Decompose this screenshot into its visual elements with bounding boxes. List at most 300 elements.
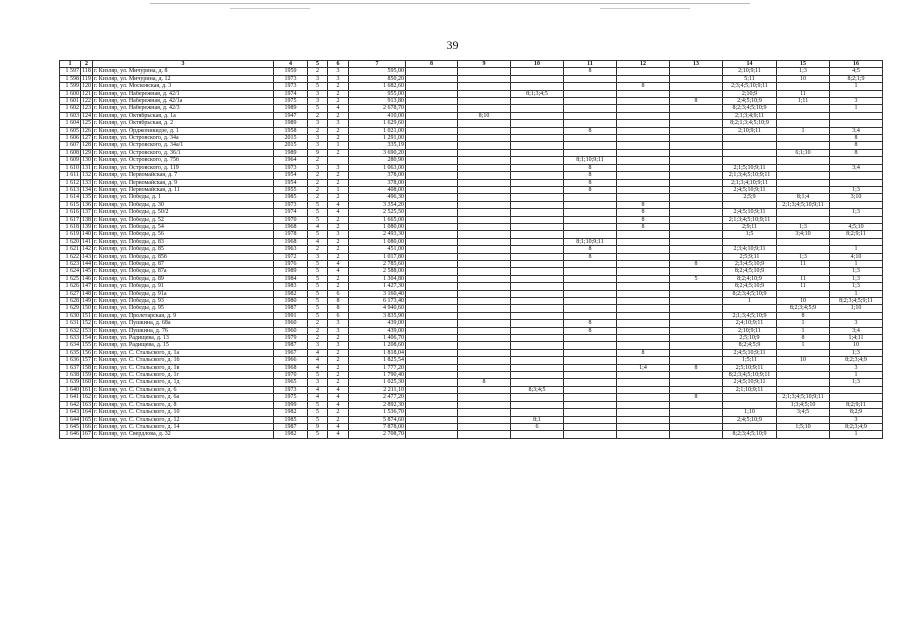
table-cell: 4 — [328, 201, 349, 208]
table-row — [60, 312, 883, 319]
table-cell: 1 636 — [60, 357, 81, 364]
table-cell: 2 525,50 — [349, 209, 406, 216]
table-cell — [830, 394, 883, 401]
table-cell — [564, 394, 617, 401]
table-cell: г. Кизляр, ул. Островского, д. 34а — [93, 135, 274, 142]
table-row — [60, 349, 883, 356]
table-cell: г. Кизляр, ул. Первомайская, д. 7 — [93, 172, 274, 179]
table-cell: 143 — [82, 253, 91, 260]
table-cell — [406, 268, 458, 275]
table-cell — [458, 342, 511, 349]
table-cell: 5 — [670, 275, 723, 282]
table-row — [60, 409, 883, 416]
table-cell: 2;4;5;10;9 — [723, 98, 777, 105]
table-cell — [617, 164, 670, 171]
table-cell — [617, 268, 670, 275]
table-cell: 3;10 — [830, 194, 883, 201]
table-row — [60, 335, 883, 342]
table-cell — [564, 201, 617, 208]
table-cell — [830, 90, 883, 97]
table-cell — [458, 409, 511, 416]
table-cell: 1 607 — [60, 142, 81, 149]
table-cell — [458, 386, 511, 393]
table-cell: 1987 — [274, 423, 308, 430]
table-cell — [617, 179, 670, 186]
table-row — [60, 68, 883, 75]
table-cell: 5 — [308, 290, 328, 297]
table-cell: 4;5;10 — [830, 223, 883, 230]
table-cell: 1970 — [274, 372, 308, 379]
table-cell: 137 — [82, 209, 91, 216]
table-cell — [511, 246, 564, 253]
table-cell: г. Кизляр, ул. Октябрьская, д. 1а — [93, 112, 274, 119]
table-cell: 2 678,70 — [349, 105, 406, 112]
table-cell: 1 616 — [60, 209, 81, 216]
table-cell — [458, 431, 511, 438]
table-cell: 3 — [830, 364, 883, 371]
table-cell: 1982 — [274, 431, 308, 438]
table-cell — [511, 379, 564, 386]
table-cell: 8;2;3;4;9 — [830, 423, 883, 430]
table-cell: 2;1;3;4;10;9;11 — [723, 179, 777, 186]
table-cell: г. Кизляр, ул. Радищева, д. 15 — [93, 342, 274, 349]
table-row — [60, 149, 883, 156]
table-cell: 165 — [82, 416, 91, 423]
table-cell — [406, 172, 458, 179]
table-cell — [458, 246, 511, 253]
table-cell: 124 — [82, 112, 91, 119]
table-cell: 5 — [308, 372, 328, 379]
table-cell: 134 — [82, 186, 91, 193]
table-cell: 1;4 — [617, 364, 670, 371]
table-cell: 4 — [328, 209, 349, 216]
table-cell — [670, 127, 723, 134]
table-cell: 1 602 — [60, 105, 81, 112]
table-cell — [406, 431, 458, 438]
table-cell: 126 — [82, 127, 91, 134]
table-cell: 1974 — [274, 209, 308, 216]
table-cell: 3 — [830, 320, 883, 327]
table-cell: 3;4;5 — [777, 409, 830, 416]
column-header: 16 — [830, 61, 883, 68]
column-header: 12 — [617, 61, 670, 68]
table-cell: 2;3;4;10;9;11 — [723, 246, 777, 253]
table-cell: 2;5;9;11 — [723, 253, 777, 260]
table-cell — [406, 164, 458, 171]
table-cell: г. Кизляр, ул. Победы, д. 85б — [93, 253, 274, 260]
table-row — [60, 342, 883, 349]
table-cell: г. Кизляр, ул. Пушкина, д. 68а — [93, 320, 274, 327]
table-cell: 3 — [328, 231, 349, 238]
table-cell: 4 — [328, 105, 349, 112]
table-cell: 1;3 — [830, 275, 883, 282]
table-cell: 1975 — [274, 98, 308, 105]
table-cell — [458, 120, 511, 127]
table-cell: 2 — [328, 357, 349, 364]
table-cell: 4 — [328, 386, 349, 393]
table-cell — [564, 98, 617, 105]
table-cell — [406, 216, 458, 223]
table-cell — [617, 149, 670, 156]
table-cell — [670, 135, 723, 142]
table-cell: 1947 — [274, 112, 308, 119]
table-cell: 1 643 — [60, 409, 81, 416]
table-row — [60, 142, 883, 149]
table-cell — [670, 112, 723, 119]
table-cell: 8;2;4;5;9 — [723, 342, 777, 349]
table-cell — [564, 298, 617, 305]
table-cell — [670, 386, 723, 393]
table-cell: 2 785,60 — [349, 260, 406, 267]
table-cell: 148 — [82, 290, 91, 297]
table-cell: 2 892,30 — [349, 401, 406, 408]
table-cell: 1;3 — [777, 223, 830, 230]
table-cell: 1;5;11 — [723, 357, 777, 364]
table-cell — [458, 98, 511, 105]
table-cell — [670, 179, 723, 186]
table-cell — [511, 186, 564, 193]
table-cell: 8 — [670, 394, 723, 401]
table-cell: 8;2;4;5;10;9 — [723, 283, 777, 290]
table-cell — [670, 312, 723, 319]
table-row — [60, 209, 883, 216]
table-cell: 1 644 — [60, 416, 81, 423]
table-cell — [617, 75, 670, 82]
table-cell: 1 600 — [60, 90, 81, 97]
table-cell: 1;3 — [777, 253, 830, 260]
column-header: 10 — [511, 61, 564, 68]
table-cell — [458, 127, 511, 134]
table-cell — [511, 201, 564, 208]
table-cell: 2 — [328, 83, 349, 90]
table-cell: 3 — [328, 327, 349, 334]
table-cell — [511, 305, 564, 312]
table-cell: 6 — [328, 290, 349, 297]
table-cell — [406, 68, 458, 75]
table-row — [60, 157, 883, 164]
table-cell — [406, 298, 458, 305]
table-cell: 1989 — [274, 105, 308, 112]
table-cell — [406, 120, 458, 127]
table-cell — [406, 98, 458, 105]
table-cell: 451,00 — [349, 246, 406, 253]
table-cell: 1 624 — [60, 268, 81, 275]
table-cell: 8 — [564, 127, 617, 134]
table-cell: 1 632 — [60, 327, 81, 334]
table-cell: 1;5;10 — [777, 423, 830, 430]
table-cell: 133 — [82, 179, 91, 186]
table-cell: 140 — [82, 231, 91, 238]
table-cell — [511, 112, 564, 119]
table-cell: г. Кизляр, ул. Набережная, д. 42/1а — [93, 98, 274, 105]
table-cell — [670, 401, 723, 408]
table-cell: г. Кизляр, ул. С. Стальского, д. 1г — [93, 372, 274, 379]
table-cell: 1;3 — [830, 349, 883, 356]
table-cell — [564, 283, 617, 290]
table-cell: 3 — [308, 98, 328, 105]
table-cell: 1 611 — [60, 172, 81, 179]
table-cell — [406, 75, 458, 82]
table-row — [60, 327, 883, 334]
table-cell — [723, 394, 777, 401]
table-cell — [511, 401, 564, 408]
table-cell — [458, 231, 511, 238]
table-cell — [564, 335, 617, 342]
table-cell: г. Кизляр, ул. Островского, д. 34а/1 — [93, 142, 274, 149]
table-cell: 160 — [82, 379, 91, 386]
table-cell: г. Кизляр, ул. Набережная, д. 42/1 — [93, 90, 274, 97]
table-cell: 595,00 — [349, 68, 406, 75]
table-cell: 8 — [830, 135, 883, 142]
table-cell — [617, 68, 670, 75]
table-cell — [458, 201, 511, 208]
table-row — [60, 320, 883, 327]
table-cell — [670, 342, 723, 349]
table-cell — [777, 246, 830, 253]
table-cell — [617, 260, 670, 267]
table-cell: 2 — [308, 327, 328, 334]
table-cell: 1 — [830, 105, 883, 112]
table-cell: г. Кизляр, ул. Островского, д. 36/1 — [93, 149, 274, 156]
table-cell — [511, 335, 564, 342]
table-cell: 3 — [308, 90, 328, 97]
table-cell — [564, 342, 617, 349]
table-cell — [670, 379, 723, 386]
table-cell — [511, 431, 564, 438]
table-cell: 1 — [830, 372, 883, 379]
table-cell — [670, 290, 723, 297]
table-cell: г. Кизляр, ул. Победы, д. 91 — [93, 283, 274, 290]
table-cell: 1;3 — [830, 283, 883, 290]
table-cell: 1 — [830, 83, 883, 90]
table-cell — [777, 238, 830, 245]
table-cell — [511, 290, 564, 297]
table-cell — [564, 372, 617, 379]
table-cell: 8 — [564, 327, 617, 334]
table-cell — [564, 216, 617, 223]
table-cell: 2;5;9 — [723, 194, 777, 201]
table-cell — [777, 120, 830, 127]
table-cell: 4 — [328, 423, 349, 430]
table-cell: 125 — [82, 120, 91, 127]
table-cell: 1 597 — [60, 68, 81, 75]
table-cell: 4;5 — [830, 68, 883, 75]
table-cell — [777, 157, 830, 164]
table-cell: 8;2;4;10;9 — [723, 275, 777, 282]
table-cell: 157 — [82, 357, 91, 364]
table-cell: 1 208,60 — [349, 342, 406, 349]
table-cell: 8 — [617, 349, 670, 356]
table-cell: г. Кизляр, ул. С. Стальского, д. 1а — [93, 349, 274, 356]
table-cell: 1 — [777, 342, 830, 349]
table-cell: 2 493,30 — [349, 231, 406, 238]
table-cell: 2;4;5;10;9;11 — [723, 349, 777, 356]
table-cell — [458, 260, 511, 267]
table-cell — [406, 386, 458, 393]
table-cell: 1 608 — [60, 149, 81, 156]
table-cell — [406, 290, 458, 297]
table-cell — [777, 179, 830, 186]
table-cell: 1 613 — [60, 186, 81, 193]
table-row — [60, 268, 883, 275]
table-cell: 8 — [564, 246, 617, 253]
table-cell: 2 — [328, 194, 349, 201]
table-cell: г. Кизляр, ул. Островского, д. 75б — [93, 157, 274, 164]
table-row — [60, 194, 883, 201]
table-cell: 1 017,80 — [349, 253, 406, 260]
table-cell: 1 604 — [60, 120, 81, 127]
table-cell: 3 — [308, 379, 328, 386]
table-cell — [511, 283, 564, 290]
table-row — [60, 164, 883, 171]
table-row — [60, 423, 883, 430]
table-cell — [617, 312, 670, 319]
table-cell — [617, 379, 670, 386]
table-cell — [511, 164, 564, 171]
table-cell: 1 406,70 — [349, 335, 406, 342]
table-cell — [458, 335, 511, 342]
table-cell: 2;3;4;5;10;9 — [723, 260, 777, 267]
table-cell — [406, 112, 458, 119]
table-row — [60, 379, 883, 386]
table-cell: г. Кизляр, ул. Набережная, д. 42/3 — [93, 105, 274, 112]
table-cell: 1991 — [274, 312, 308, 319]
table-cell — [511, 75, 564, 82]
table-cell: 1 642 — [60, 401, 81, 408]
table-row — [60, 201, 883, 208]
table-cell: 2;1;3;4;5;10;9;11 — [723, 216, 777, 223]
table-cell: 1967 — [274, 349, 308, 356]
table-cell: 8 — [328, 305, 349, 312]
table-cell: 8;2;3;4;5;10;9 — [723, 105, 777, 112]
table-cell: 132 — [82, 172, 91, 179]
table-cell: 2;4;5;10;9;11 — [723, 186, 777, 193]
table-cell: 1968 — [274, 223, 308, 230]
table-cell — [458, 394, 511, 401]
table-cell: 118 — [82, 68, 91, 75]
table-cell: 1 — [830, 246, 883, 253]
table-cell: 1983 — [274, 283, 308, 290]
table-cell — [564, 83, 617, 90]
table-cell: 129 — [82, 149, 91, 156]
table-cell: 1 598 — [60, 75, 81, 82]
table-cell: 2;1;3;4;9;11 — [723, 112, 777, 119]
table-cell — [511, 409, 564, 416]
table-cell: 1 603 — [60, 112, 81, 119]
table-cell: 3;4;10 — [777, 231, 830, 238]
table-cell — [777, 216, 830, 223]
table-cell: 8 — [564, 172, 617, 179]
table-cell: 2;1;3;4;5;10;9;11 — [777, 201, 830, 208]
table-cell: 1 619 — [60, 231, 81, 238]
table-cell: 3 — [308, 120, 328, 127]
table-cell: 8;1;10;9;11 — [564, 157, 617, 164]
table-cell — [777, 172, 830, 179]
table-cell: 1 — [777, 127, 830, 134]
table-cell — [670, 164, 723, 171]
table-cell: 5 — [308, 312, 328, 319]
column-header: 6 — [328, 61, 349, 68]
table-cell: 1 645 — [60, 423, 81, 430]
table-cell: г. Кизляр, ул. Победы, д. 95 — [93, 305, 274, 312]
table-cell: 8 — [670, 260, 723, 267]
table-cell: 2;1;3;4;5;10;9 — [723, 312, 777, 319]
table-cell: 1 629,60 — [349, 120, 406, 127]
table-cell: 5 — [308, 209, 328, 216]
table-cell — [458, 327, 511, 334]
table-cell: 2 477,20 — [349, 394, 406, 401]
table-cell: 1 625 — [60, 275, 81, 282]
table-cell: 5 874,60 — [349, 416, 406, 423]
table-cell: 138 — [82, 216, 91, 223]
table-row — [60, 431, 883, 438]
table-cell: 2 — [328, 223, 349, 230]
table-cell: г. Кизляр, ул. Мичурина, д. 12 — [93, 75, 274, 82]
table-cell: 167 — [82, 431, 91, 438]
table-cell: 1985 — [274, 416, 308, 423]
table-row — [60, 135, 883, 142]
table-cell: 142 — [82, 246, 91, 253]
table-cell — [670, 238, 723, 245]
table-cell: 2;1;5;10;9;11 — [723, 164, 777, 171]
table-cell — [458, 194, 511, 201]
table-cell — [617, 416, 670, 423]
table-cell: 3 — [308, 164, 328, 171]
table-cell: 1982 — [274, 409, 308, 416]
table-cell — [511, 120, 564, 127]
table-row — [60, 120, 883, 127]
table-cell: 1973 — [274, 164, 308, 171]
table-cell: 130 — [82, 157, 91, 164]
table-cell: 2 — [308, 246, 328, 253]
table-cell: 4 — [308, 386, 328, 393]
table-cell: 280,90 — [349, 157, 406, 164]
table-cell: 2 — [308, 194, 328, 201]
table-cell — [670, 320, 723, 327]
table-row — [60, 290, 883, 297]
table-cell — [406, 409, 458, 416]
table-cell: 8;3;4;5 — [511, 386, 564, 393]
table-cell — [458, 312, 511, 319]
column-header: 9 — [458, 61, 511, 68]
table-cell — [670, 194, 723, 201]
table-cell: 8 — [670, 98, 723, 105]
table-cell: 8;2;1;9 — [830, 75, 883, 82]
table-cell: 378,00 — [349, 172, 406, 179]
table-cell: 410,00 — [349, 112, 406, 119]
table-cell — [406, 142, 458, 149]
table-cell: 2 — [328, 127, 349, 134]
table-cell: 2 — [308, 186, 328, 193]
table-cell: 1;11 — [777, 98, 830, 105]
table-cell: 2 — [308, 172, 328, 179]
table-cell: г. Кизляр, ул. Победы, д. 93 — [93, 298, 274, 305]
table-cell: 1989 — [274, 268, 308, 275]
table-cell: 1 646 — [60, 431, 81, 438]
table-cell — [670, 201, 723, 208]
table-cell — [511, 349, 564, 356]
table-cell: 2 — [328, 372, 349, 379]
table-cell — [458, 401, 511, 408]
table-cell: 2 — [328, 246, 349, 253]
table-cell — [511, 357, 564, 364]
table-cell: 2 — [328, 149, 349, 156]
table-cell — [511, 68, 564, 75]
table-cell — [511, 127, 564, 134]
table-cell — [406, 320, 458, 327]
table-cell: 1 638 — [60, 372, 81, 379]
table-cell — [617, 401, 670, 408]
